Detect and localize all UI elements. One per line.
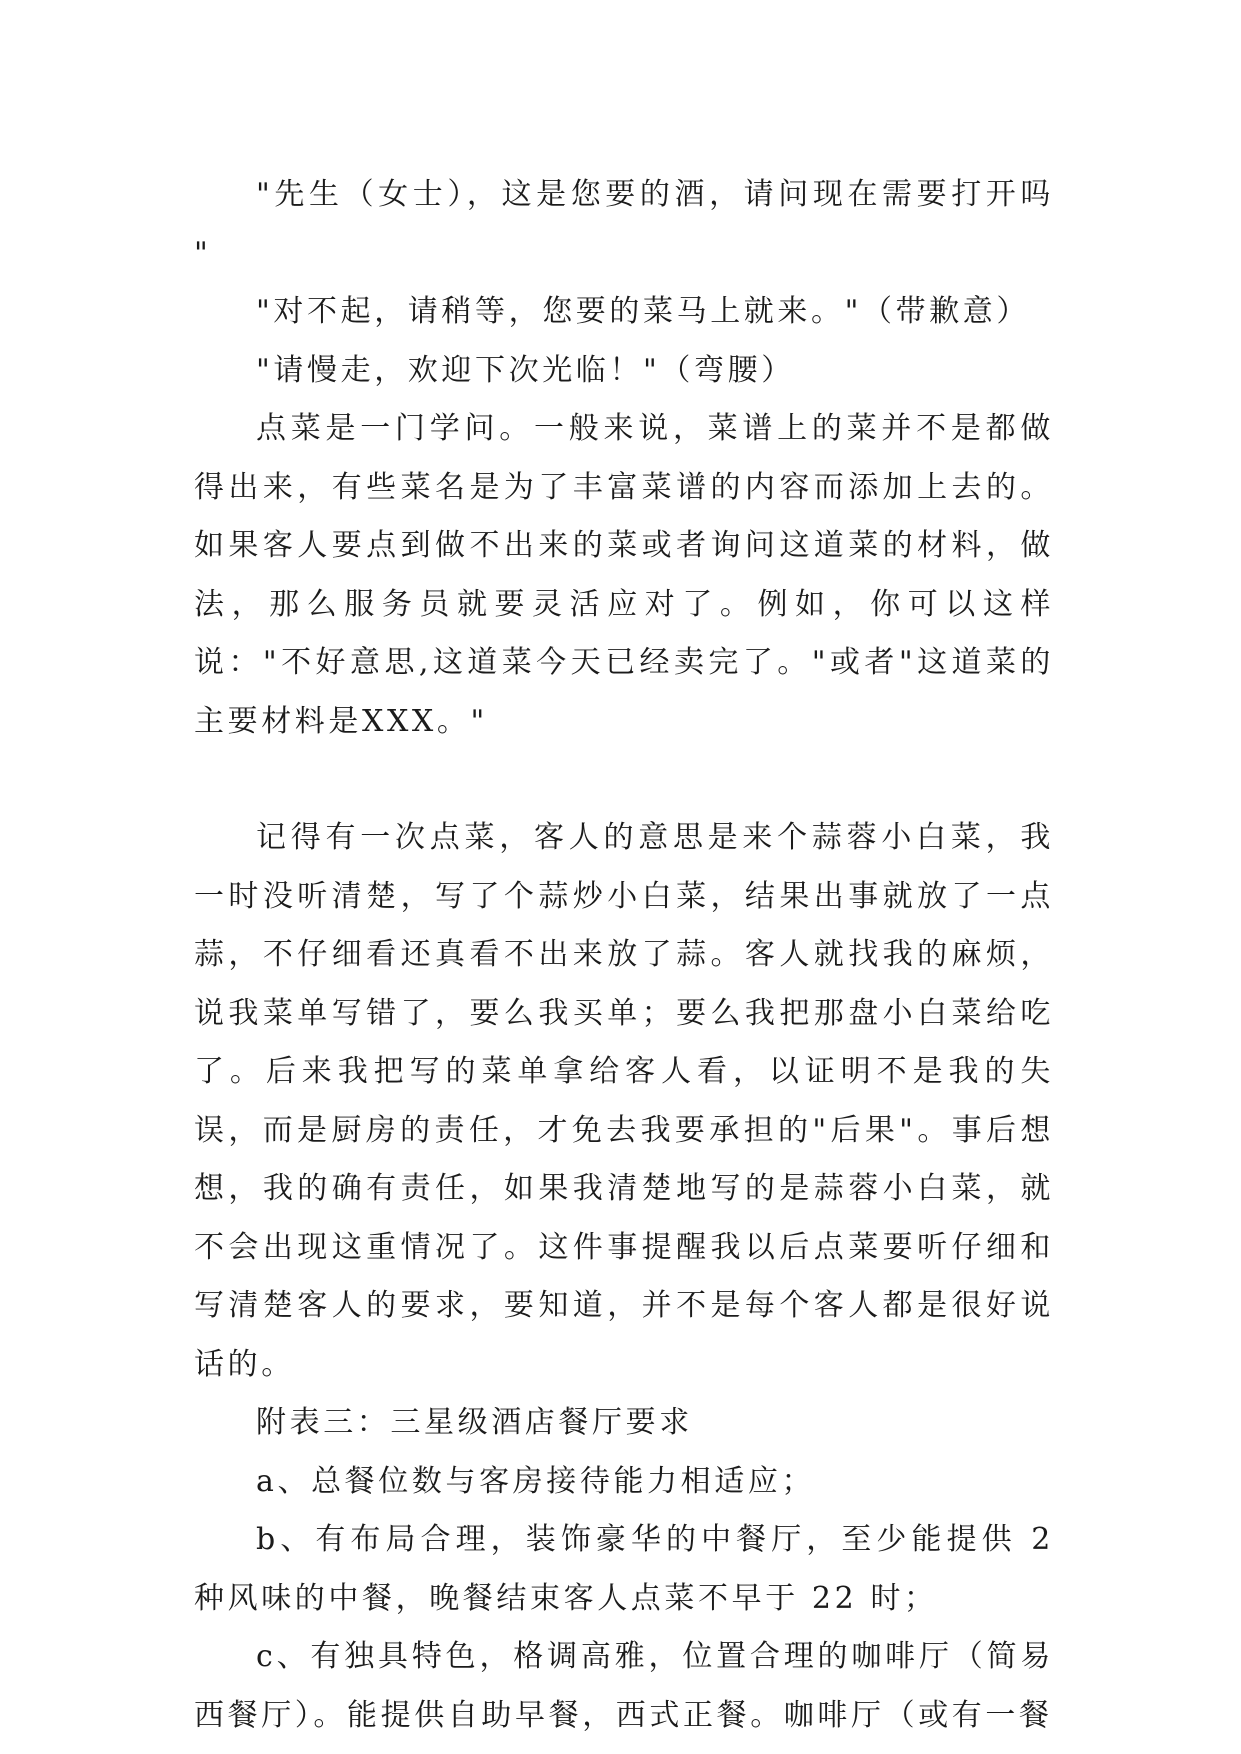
paragraph-ordering-story: 记得有一次点菜，客人的意思是来个蒜蓉小白菜，我一时没听清楚，写了个蒜炒小白菜，结果出事就放了一点蒜，不仔细看还真看不出来放了蒜。客人就找我的麻烦，说我菜单写错了，要么我买单；要么我把那盘小白菜给吃了。后来我把写的菜单拿给客人看，以证明不是我的失误，而是厨房的责任，才免去我要承担的"后果"。事后想想，我的确有责任，如果我清楚地写的是蒜蓉小白菜，就不会出现这重情况了。这件事提醒我以后点菜要听仔细和写清楚客人的要求，要知道，并不是每个客人都是很好说话的。 (194, 820, 1054, 1382)
appendix-heading: 附表三：三星级酒店餐厅要求 (256, 1405, 693, 1440)
dialogue-line-wine: "先生（女士），这是您要的酒，请问现在需要打开吗 " (194, 177, 1054, 271)
requirement-item-a: a、总餐位数与客房接待能力相适应； (256, 1463, 816, 1499)
requirement-item-b: b、有布局合理，装饰豪华的中餐厅，至少能提供 2 种风味的中餐，晚餐结束客人点菜不早于 22 时； (194, 1522, 1054, 1616)
requirement-item-c: c、有独具特色，格调高雅，位置合理的咖啡厅（简易西餐厅）。能提供自助早餐，西式正餐。咖啡厅（或有一餐 (194, 1639, 1054, 1733)
document-body (194, 166, 1054, 1745)
dialogue-line-farewell: "请慢走，欢迎下次光临！"（弯腰） (256, 352, 795, 388)
dialogue-line-apology: "对不起，请稍等，您要的菜马上就来。"（带歉意） (256, 294, 1030, 329)
paragraph-ordering-skill: 点菜是一门学问。一般来说，菜谱上的菜并不是都做得出来，有些菜名是为了丰富菜谱的内容而添加上去的。如果客人要点到做不出来的菜或者询问这道菜的材料，做法，那么服务员就要灵活应对了。例如，你可以这样说："不好意思,这道菜今天已经卖完了。"或者"这道菜的主要材料是XXX。" (194, 411, 1054, 739)
